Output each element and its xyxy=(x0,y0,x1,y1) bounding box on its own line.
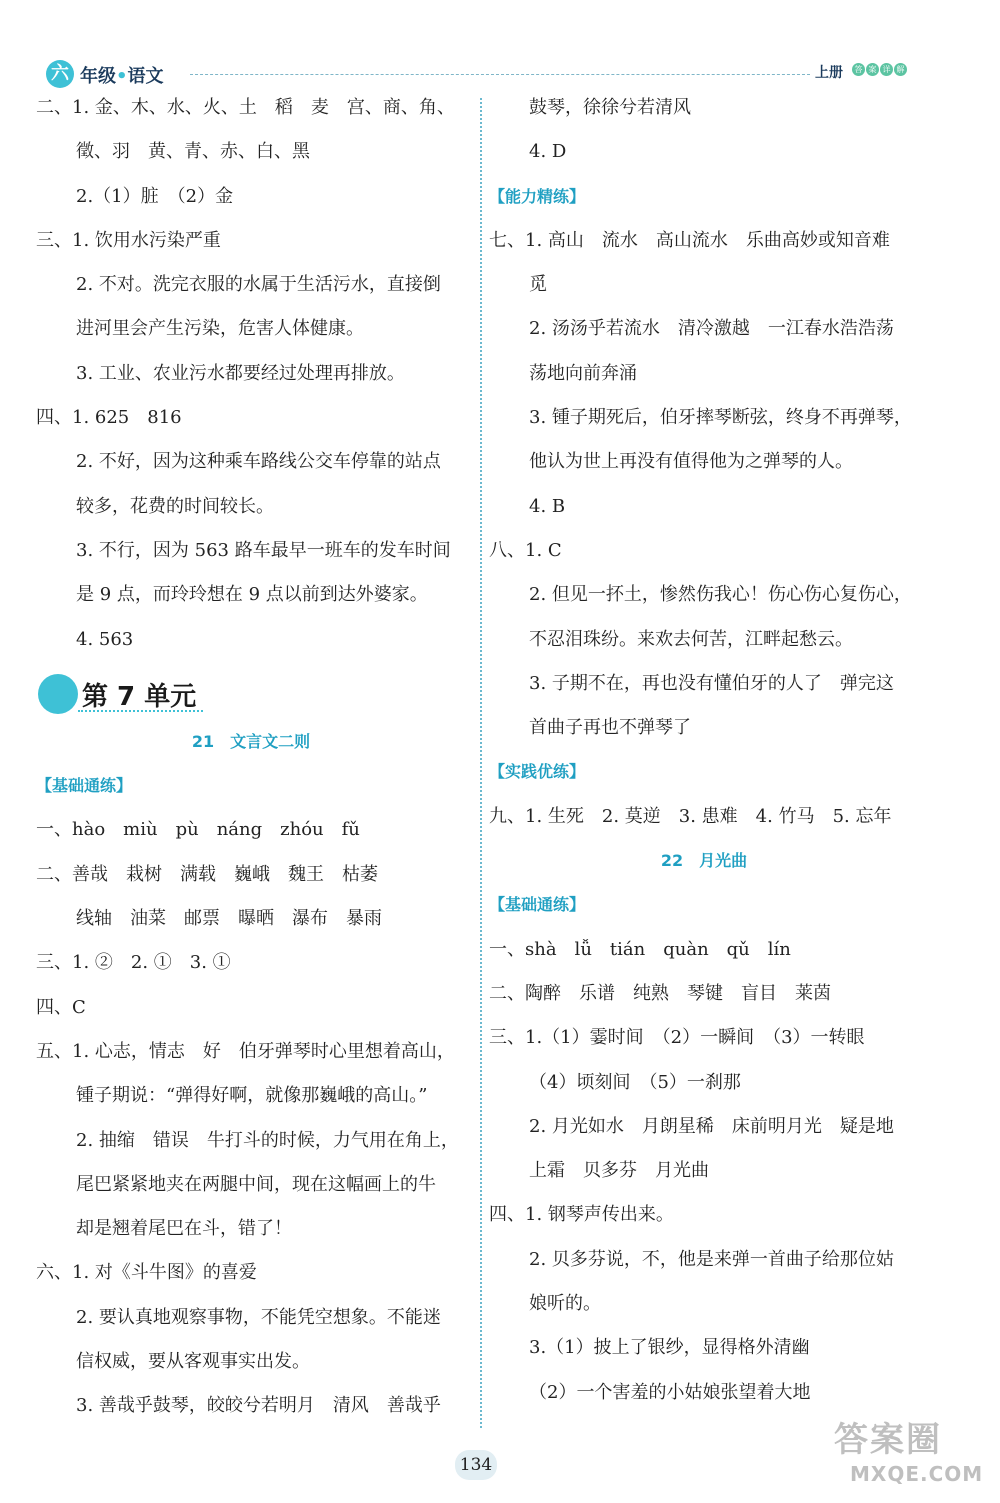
answer-line: 3. 锺子期死后，伯牙摔琴断弦，终身不再弹琴， xyxy=(529,407,912,429)
answer-line: 2.（1）脏 （2）金 xyxy=(76,185,234,207)
answer-line: 二、1. 金、木、水、火、土 稻 麦 宫、商、角、 xyxy=(36,97,455,118)
lesson-title: 22 月光曲 xyxy=(660,851,748,871)
watermark-top: 答案圈 xyxy=(834,1420,942,1460)
header-divider xyxy=(190,74,810,75)
right-column xyxy=(489,92,919,1421)
answer-line: 2. 不对。洗完衣服的水属于生活污水，直接倒 xyxy=(76,274,441,296)
answer-line: 3. 工业、农业污水都要经过处理再排放。 xyxy=(76,362,405,384)
answer-line: 2. 汤汤乎若流水 清冷激越 一江春水浩浩荡 xyxy=(529,318,894,340)
chip-1: 答 xyxy=(852,63,865,76)
right-answers xyxy=(489,92,919,1421)
answer-line: 六、1. 对《斗牛图》的喜爱 xyxy=(36,1262,257,1284)
answer-line: 3. 子期不在，再也没有懂伯牙的人了 弹完这 xyxy=(529,672,894,694)
answer-line: 鼓琴，徐徐兮若清风 xyxy=(529,97,691,118)
answer-line: 二、陶醉 乐谱 纯熟 琴键 盲目 莱茵 xyxy=(489,982,831,1004)
answer-line: 2. 月光如水 月朗星稀 床前明月光 疑是地 xyxy=(529,1115,894,1137)
answer-line: 荡地向前奔涌 xyxy=(529,362,637,384)
unit-underline xyxy=(78,710,203,712)
chip-3: 详 xyxy=(880,63,893,76)
answer-line: 不忍泪珠纷。来欢去何苦，江畔起愁云。 xyxy=(529,628,853,650)
answer-line: 2. 抽缩 错误 牛打斗的时候，力气用在角上， xyxy=(76,1129,459,1151)
answer-line: 4. B xyxy=(529,495,566,517)
answer-line: 首曲子再也不弹琴了 xyxy=(529,717,691,739)
answer-line: 一、hào miù pù náng zhóu fǔ xyxy=(36,819,360,841)
answer-line: （4）顷刻间 （5）一刹那 xyxy=(529,1071,741,1093)
subject-label: 语文 xyxy=(127,66,164,87)
answer-line: 一、shà lǚ tián quàn qǔ lín xyxy=(489,938,791,960)
answer-line: 3. 善哉乎鼓琴，皎皎兮若明月 清风 善哉乎 xyxy=(76,1395,441,1417)
left-column xyxy=(36,92,466,1435)
chip-2: 案 xyxy=(866,63,879,76)
answer-line: （2）一个害羞的小姑娘张望着大地 xyxy=(529,1381,811,1403)
answer-line: 五、1. 心志，情志 好 伯牙弹琴时心里想着高山， xyxy=(36,1040,455,1062)
answer-line: 三、1. 饮用水污染严重 xyxy=(36,229,221,251)
answer-line: 锺子期说：“弹得好啊，就像那巍峨的高山。” xyxy=(76,1085,428,1107)
answer-line: 线轴 油菜 邮票 曝晒 瀑布 暴雨 xyxy=(76,908,382,930)
answer-line: 上霜 贝多芬 月光曲 xyxy=(529,1160,709,1182)
answer-line: 七、1. 高山 流水 高山流水 乐曲高妙或知音难 xyxy=(489,229,890,251)
answer-line: 2. 但见一抔土，惨然伤我心！伤心伤心复伤心， xyxy=(529,584,912,606)
answer-line: 4. 563 xyxy=(76,628,134,650)
answer-line: 4. D xyxy=(529,141,567,163)
answer-line: 三、1. ② 2. ① 3. ① xyxy=(36,952,231,974)
answer-line: 3.（1）披上了银纱，显得格外清幽 xyxy=(529,1337,810,1359)
answer-line: 九、1. 生死 2. 莫逆 3. 患难 4. 竹马 5. 忘年 xyxy=(489,805,892,827)
answer-line: 三、1.（1）霎时间 （2）一瞬间 （3）一转眼 xyxy=(489,1027,865,1049)
answer-line: 徵、羽 黄、青、赤、白、黑 xyxy=(76,141,310,163)
answer-line: 却是翘着尾巴在斗，错了！ xyxy=(76,1218,292,1240)
answer-line: 觅 xyxy=(529,274,547,296)
header-chips xyxy=(852,63,907,76)
page-header xyxy=(0,0,1000,95)
section-heading: 【实践优练】 xyxy=(489,762,586,782)
section-heading: 【基础通练】 xyxy=(489,895,586,915)
title-separator: • xyxy=(116,66,128,87)
volume-label: 上册 xyxy=(815,65,843,81)
answer-line: 2. 贝多芬说，不，他是来弹一首曲子给那位姑 xyxy=(529,1248,894,1270)
grade-label: 年级 xyxy=(80,66,116,87)
unit-circle-icon xyxy=(38,674,78,714)
answer-line: 2. 不好，因为这种乘车路线公交车停靠的站点 xyxy=(76,451,441,473)
answer-line: 二、善哉 栽树 满载 巍峨 魏王 枯萎 xyxy=(36,863,378,885)
answer-line: 是 9 点，而玲玲想在 9 点以前到达外婆家。 xyxy=(76,584,428,606)
answer-line: 四、1. 钢琴声传出来。 xyxy=(489,1204,674,1226)
page-number: 134 xyxy=(455,1450,497,1480)
answer-line: 进河里会产生污染，危害人体健康。 xyxy=(76,318,364,340)
watermark-bottom: MXQE.COM xyxy=(850,1462,984,1486)
answer-line: 四、1. 625 816 xyxy=(36,407,182,429)
left-answers-part2 xyxy=(36,770,466,1434)
grade-badge: 六 xyxy=(46,60,74,88)
answer-line: 2. 要认真地观察事物，不能凭空想象。不能迷 xyxy=(76,1306,441,1328)
section-heading: 【基础通练】 xyxy=(36,776,133,796)
chip-4: 解 xyxy=(894,63,907,76)
section-heading: 【能力精练】 xyxy=(489,186,586,206)
header-title xyxy=(80,62,164,88)
answer-line: 较多，花费的时间较长。 xyxy=(76,495,274,517)
watermark-logo xyxy=(828,1418,1000,1503)
unit-heading xyxy=(36,668,466,726)
column-divider xyxy=(480,98,482,1428)
answer-line: 八、1. C xyxy=(489,539,562,561)
answer-line: 信权威，要从客观事实出发。 xyxy=(76,1351,310,1373)
answer-line: 娘听的。 xyxy=(529,1293,601,1315)
answer-line: 3. 不行，因为 563 路车最早一班车的发车时间 xyxy=(76,539,451,561)
answer-line: 尾巴紧紧地夹在两腿中间，现在这幅画上的牛 xyxy=(76,1173,436,1195)
answer-line: 他认为世上再没有值得他为之弹琴的人。 xyxy=(529,451,853,473)
answer-line: 四、C xyxy=(36,996,86,1018)
unit-title: 第 7 单元 xyxy=(82,681,197,712)
left-answers-part1 xyxy=(36,92,466,668)
lesson-21-title: 21 文言文二则 xyxy=(191,731,311,751)
